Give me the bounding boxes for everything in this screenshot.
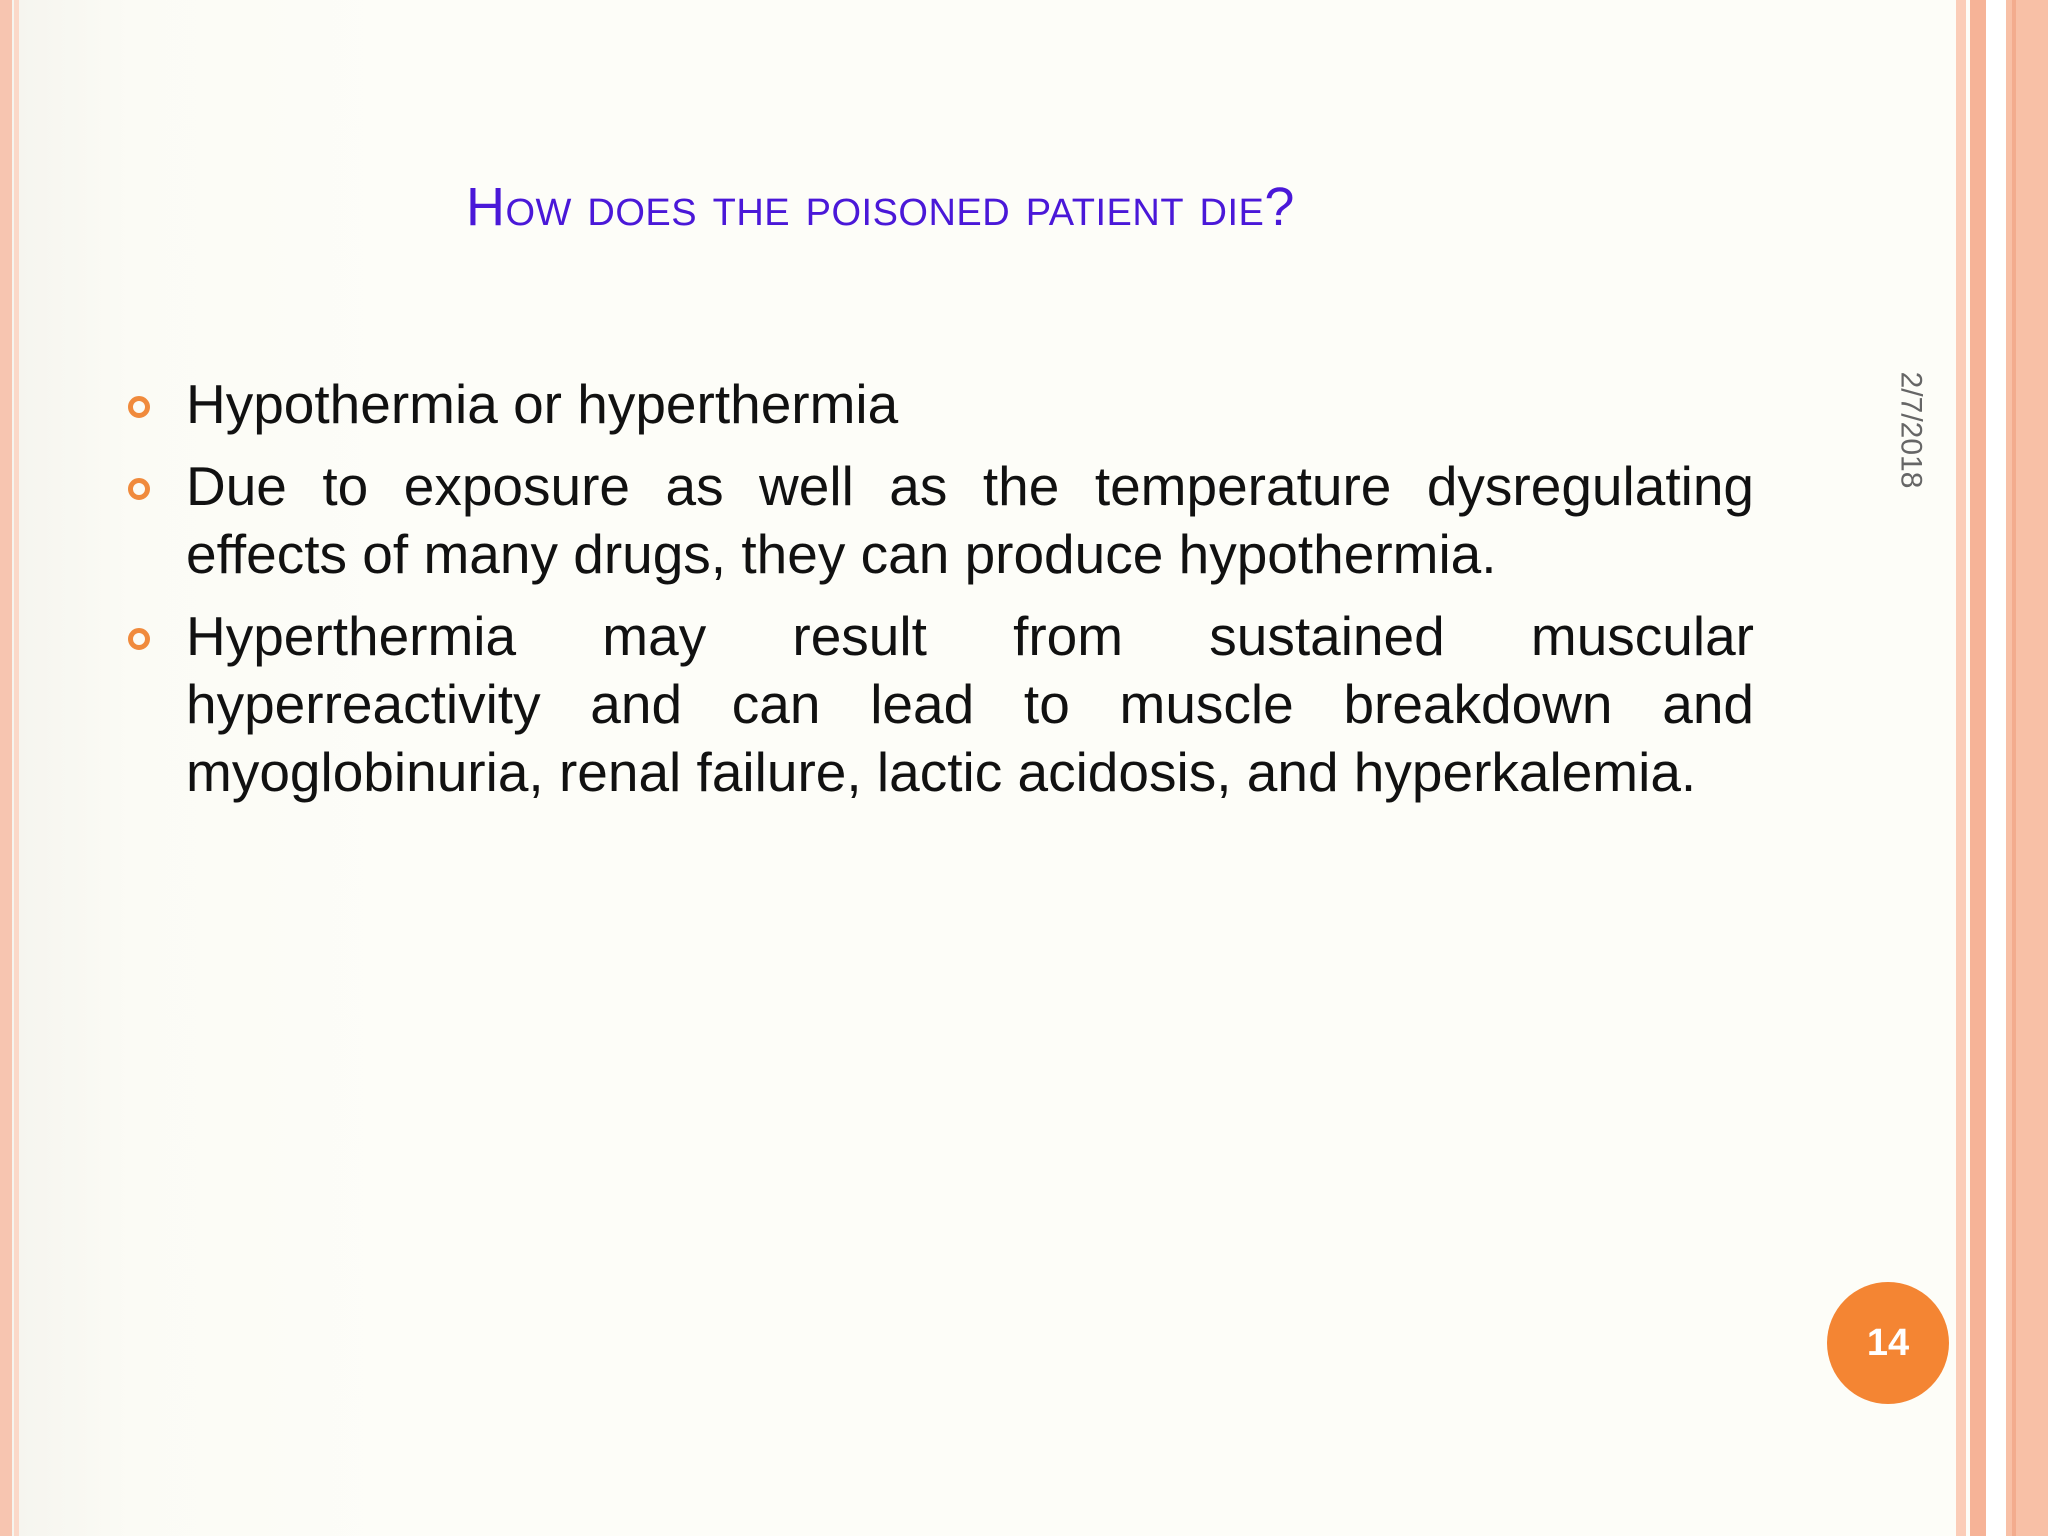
- slide-title: How does the poisoned patient die?: [466, 177, 1295, 237]
- right-border-stripe: [1970, 0, 1986, 1536]
- bullet-text: Due to exposure as well as the temperature dysregulating effects of many drugs, they can produce hypothermia.: [186, 455, 1754, 585]
- bullet-text: Hypothermia or hyperthermia: [186, 373, 899, 435]
- hollow-circle-bullet-icon: [128, 478, 150, 500]
- bullet-item: [124, 370, 1754, 438]
- hollow-circle-bullet-icon: [128, 396, 150, 418]
- page-number-text: 14: [1866, 1321, 1910, 1364]
- page-number-badge: [1827, 1282, 1949, 1404]
- bullet-list: [124, 370, 1754, 820]
- slide-date-text: 2/7/2018: [1894, 371, 1927, 489]
- bullet-item: [124, 452, 1754, 588]
- right-border-gap: [1986, 0, 2006, 1536]
- right-border-stripe-line: [2012, 0, 2016, 1536]
- slide-date: [1890, 360, 1930, 500]
- bullet-item: [124, 602, 1754, 806]
- bullet-text: Hyperthermia may result from sustained muscular hyperreactivity and can lead to muscle breakdown and myoglobinuria, renal failure, lactic acidosis, and hyperkalemia.: [186, 605, 1754, 803]
- hollow-circle-bullet-icon: [128, 628, 150, 650]
- right-border-stripe: [1956, 0, 1966, 1536]
- left-border-stripe-inner: [14, 0, 19, 1536]
- left-border-stripe: [0, 0, 12, 1536]
